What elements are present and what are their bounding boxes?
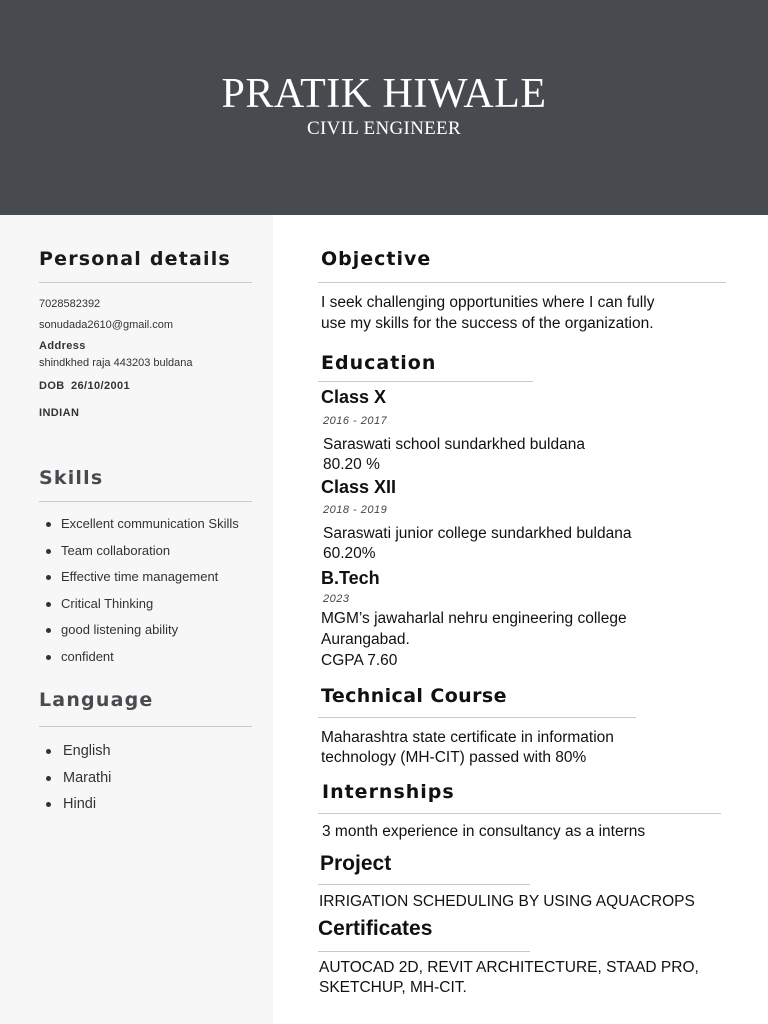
dob-value: 26/10/2001 xyxy=(71,380,131,392)
divider xyxy=(318,884,530,885)
divider xyxy=(318,717,636,718)
objective-heading: Objective xyxy=(321,248,432,270)
divider xyxy=(318,381,533,382)
internships-text: 3 month experience in consultancy as a interns xyxy=(322,823,646,840)
education-heading: Education xyxy=(321,352,437,374)
skill-item: Critical Thinking xyxy=(39,595,239,622)
divider xyxy=(39,282,252,283)
language-item: Hindi xyxy=(39,794,111,821)
language-item: English xyxy=(39,741,111,768)
divider xyxy=(39,501,252,502)
address: shindkhed raja 443203 buldana xyxy=(39,357,193,369)
certificates-line: SKETCHUP, MH-CIT. xyxy=(319,979,467,996)
divider xyxy=(318,813,721,814)
dob-label: DOB xyxy=(39,380,65,392)
divider xyxy=(318,951,530,952)
skill-item: Team collaboration xyxy=(39,542,239,569)
skill-item: good listening ability xyxy=(39,621,239,648)
objective-line: use my skills for the success of the organization. xyxy=(321,315,654,332)
education-detail: Saraswati school sundarkhed buldana xyxy=(323,436,585,453)
technical-course-line: technology (MH-CIT) passed with 80% xyxy=(321,749,587,766)
education-detail: Saraswati junior college sundarkhed buldana xyxy=(323,525,632,542)
divider xyxy=(318,282,726,283)
education-years: 2016 - 2017 xyxy=(323,415,388,427)
header-banner xyxy=(0,0,768,215)
skills-list xyxy=(39,515,239,675)
email: sonudada2610@gmail.com xyxy=(39,319,174,331)
candidate-role: CIVIL ENGINEER xyxy=(307,118,461,139)
education-detail: 80.20 % xyxy=(323,456,380,473)
education-title: Class XII xyxy=(321,477,397,497)
language-list xyxy=(39,741,111,821)
certificates-line: AUTOCAD 2D, REVIT ARCHITECTURE, STAAD PRO, xyxy=(319,959,699,976)
internships-heading: Internships xyxy=(322,781,455,803)
technical-course-heading: Technical Course xyxy=(321,685,507,707)
project-heading: Project xyxy=(320,852,392,875)
skills-heading: Skills xyxy=(39,467,104,489)
education-detail: Aurangabad. xyxy=(321,631,410,648)
candidate-name: PRATIK HIWALE xyxy=(221,71,547,117)
skill-item: confident xyxy=(39,648,239,675)
language-heading: Language xyxy=(39,689,154,711)
education-years: 2018 - 2019 xyxy=(323,504,388,516)
education-years: 2023 xyxy=(323,593,350,605)
education-detail: 60.20% xyxy=(323,545,376,562)
address-label: Address xyxy=(39,340,86,352)
divider xyxy=(39,726,252,727)
education-detail: CGPA 7.60 xyxy=(321,652,398,669)
education-title: Class X xyxy=(321,387,387,407)
language-item: Marathi xyxy=(39,768,111,795)
personal-details-heading: Personal details xyxy=(39,248,231,270)
education-detail: MGM’s jawaharlal nehru engineering college xyxy=(321,610,627,627)
education-title: B.Tech xyxy=(321,568,380,588)
technical-course-line: Maharashtra state certificate in information xyxy=(321,729,614,746)
skill-item: Excellent communication Skills xyxy=(39,515,239,542)
certificates-heading: Certificates xyxy=(318,917,433,940)
project-text: IRRIGATION SCHEDULING BY USING AQUACROPS xyxy=(319,893,695,910)
objective-line: I seek challenging opportunities where I can fully xyxy=(321,294,655,311)
phone-number: 7028582392 xyxy=(39,298,101,310)
skill-item: Effective time management xyxy=(39,568,239,595)
nationality: INDIAN xyxy=(39,407,80,419)
